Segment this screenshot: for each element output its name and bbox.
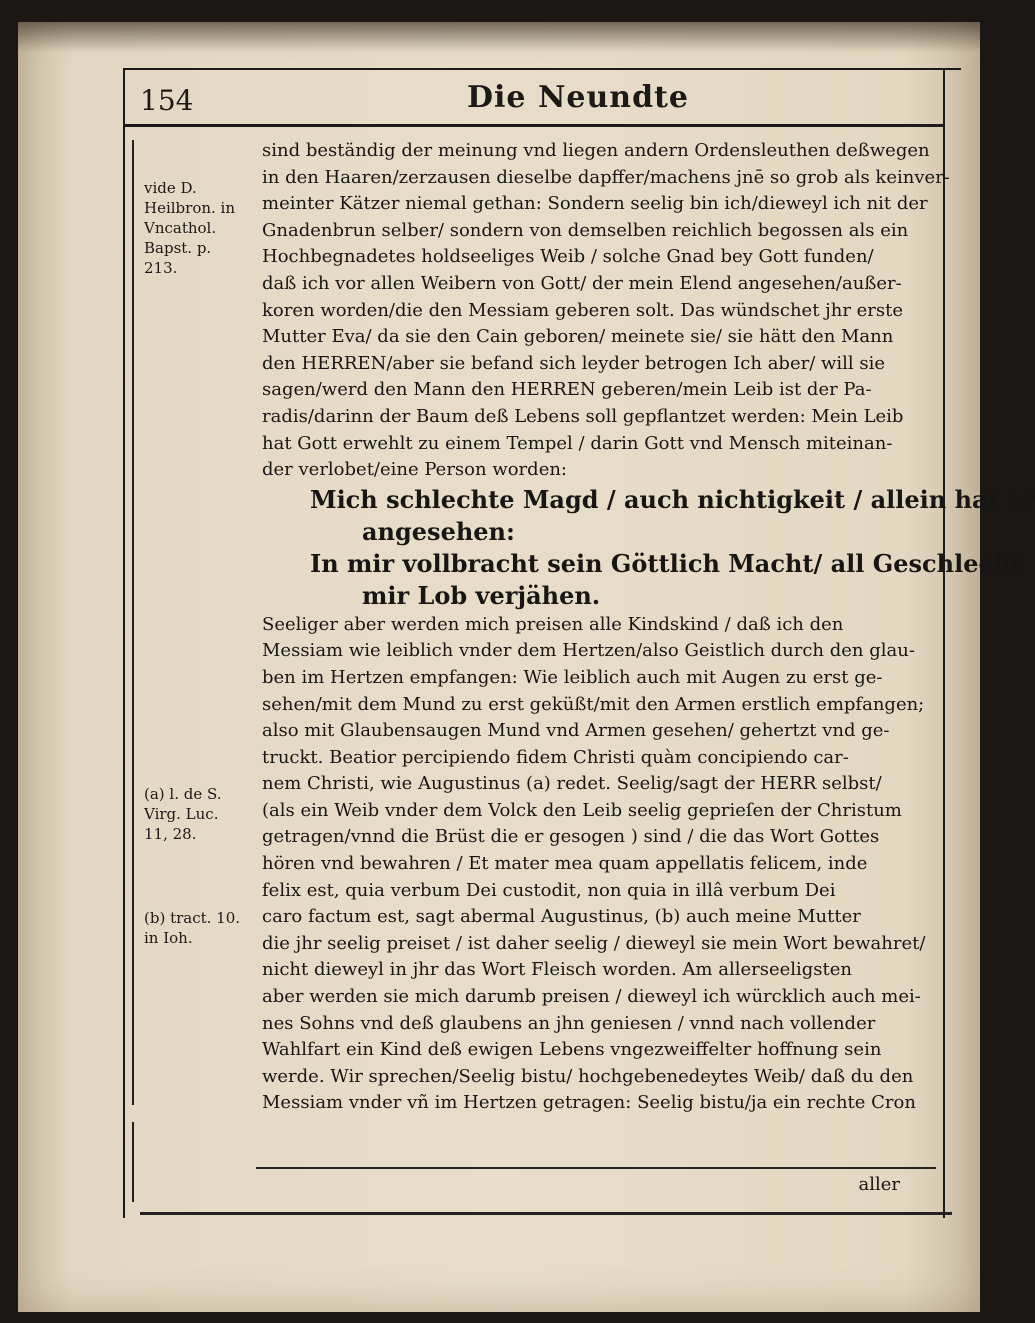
text-line: radis/darinn der Baum deß Lebens soll gepflantzet werden: Mein Leib xyxy=(262,405,904,427)
page-number: 154 xyxy=(140,84,194,117)
text-line: getragen/vnnd die Brüst die er gesogen ) sind / die das Wort Gottes xyxy=(262,826,880,848)
text-line: Wahlfart ein Kind deß ewigen Lebens vngezweiffelter hoffnung sein xyxy=(262,1039,882,1061)
text-line: hören vnd bewahren / Et mater mea quam appellatis felicem, inde xyxy=(262,853,868,875)
text-line: truckt. Beatior percipiendo fidem Christi quàm concipiendo car- xyxy=(262,746,849,768)
text-line: daß ich vor allen Weibern von Gott/ der mein Elend angesehen/außer- xyxy=(262,272,902,294)
catchword: aller xyxy=(858,1174,900,1195)
column-rule xyxy=(132,140,134,1105)
text-bottom-rule xyxy=(256,1167,936,1169)
text-line: der verlobet/eine Person worden: xyxy=(262,459,567,481)
text-line: felix est, quia verbum Dei custodit, non quia in illâ verbum Dei xyxy=(262,879,836,901)
text-line: Hochbegnadetes holdseeliges Weib / solche Gnad bey Gott funden/ xyxy=(262,246,874,268)
text-line: Messiam vnder vñ im Hertzen getragen: Seelig bistu/ja ein rechte Cron xyxy=(262,1092,916,1114)
column-rule-lower xyxy=(132,1122,134,1202)
text-line: Gnadenbrun selber/ sondern von demselben reichlich begossen als ein xyxy=(262,219,909,241)
book-page xyxy=(18,22,1035,1312)
text-line: meinter Kätzer niemal gethan: Sondern seelig bin ich/dieweyl ich nit der xyxy=(262,193,928,215)
text-line: werde. Wir sprechen/Seelig bistu/ hochgebenedeytes Weib/ daß du den xyxy=(262,1065,914,1087)
page-bottom-rule xyxy=(140,1212,952,1215)
text-line: nem Christi, wie Augustinus (a) redet. Seelig/sagt der HERR selbst/ xyxy=(262,773,882,795)
margin-note: vide D. Heilbron. in Vncathol. Bapst. p. 213. xyxy=(144,179,236,277)
frame-left-rule xyxy=(123,68,125,1218)
text-line: Messiam wie leiblich vnder dem Hertzen/also Geistlich durch den glau- xyxy=(262,640,915,662)
text-line: den HERREN/aber sie befand sich leyder betrogen Ich aber/ will sie xyxy=(262,352,886,374)
text-line: sagen/werd den Mann den HERREN geberen/mein Leib ist der Pa- xyxy=(262,379,872,401)
text-line: sind beständig der meinung vnd liegen andern Ordensleuthen deßwegen xyxy=(262,140,930,161)
margin-note: (a) l. de S. Virg. Luc. 11, 28. xyxy=(144,785,222,843)
body-text xyxy=(262,138,1035,1117)
text-line: nicht dieweyl in jhr das Wort Fleisch worden. Am allerseeligsten xyxy=(262,959,853,981)
margin-note: (b) tract. 10. in Ioh. xyxy=(144,909,241,947)
text-line: koren worden/die den Messiam geberen solt. Das wündschet jhr erste xyxy=(262,299,904,321)
text-line: (als ein Weib vnder dem Volck den Leib seelig geprieſen der Christum xyxy=(262,799,902,821)
verse-line: In mir vollbracht sein Göttlich Macht/ all Geschlecht xyxy=(310,548,1022,578)
text-line: die jhr seelig preiset / ist daher seelig / dieweyl sie mein Wort bewahret/ xyxy=(262,932,926,954)
text-line: also mit Glaubensaugen Mund vnd Armen gesehen/ gehertzt vnd ge- xyxy=(262,720,890,742)
page-shadow xyxy=(18,22,980,52)
frame-right-rule xyxy=(943,68,945,1218)
text-line: in den Haaren/zerzausen dieselbe dapffer/machens jnē so grob als keinver- xyxy=(262,166,950,188)
frame-top-rule xyxy=(123,68,961,70)
text-line: Seeliger aber werden mich preisen alle Kindskind / daß ich den xyxy=(262,613,844,635)
text-line: nes Sohns vnd deß glaubens an jhn geniesen / vnnd nach vollender xyxy=(262,1012,876,1034)
text-line: ben im Hertzen empfangen: Wie leiblich auch mit Augen zu erst ge- xyxy=(262,666,883,688)
running-head: Die Neundte xyxy=(467,80,689,115)
text-line: sehen/mit dem Mund zu erst geküßt/mit den Armen erstlich empfangen; xyxy=(262,693,925,715)
text-line: caro factum est, sagt abermal Augustinus, (b) auch meine Mutter xyxy=(262,906,861,928)
text-line: aber werden sie mich darumb preisen / dieweyl ich würcklich auch mei- xyxy=(262,986,921,1008)
verse-line: angesehen: xyxy=(362,516,515,546)
verse-line: Mich schlechte Magd / auch nichtigkeit / allein hat er xyxy=(310,484,1035,514)
header-rule xyxy=(123,124,943,127)
text-line: hat Gott erwehlt zu einem Tempel / darin Gott vnd Mensch miteinan- xyxy=(262,432,893,454)
text-line: Mutter Eva/ da sie den Cain geboren/ meinete sie/ sie hätt den Mann xyxy=(262,326,894,348)
verse-line: mir Lob verjähen. xyxy=(362,580,601,610)
